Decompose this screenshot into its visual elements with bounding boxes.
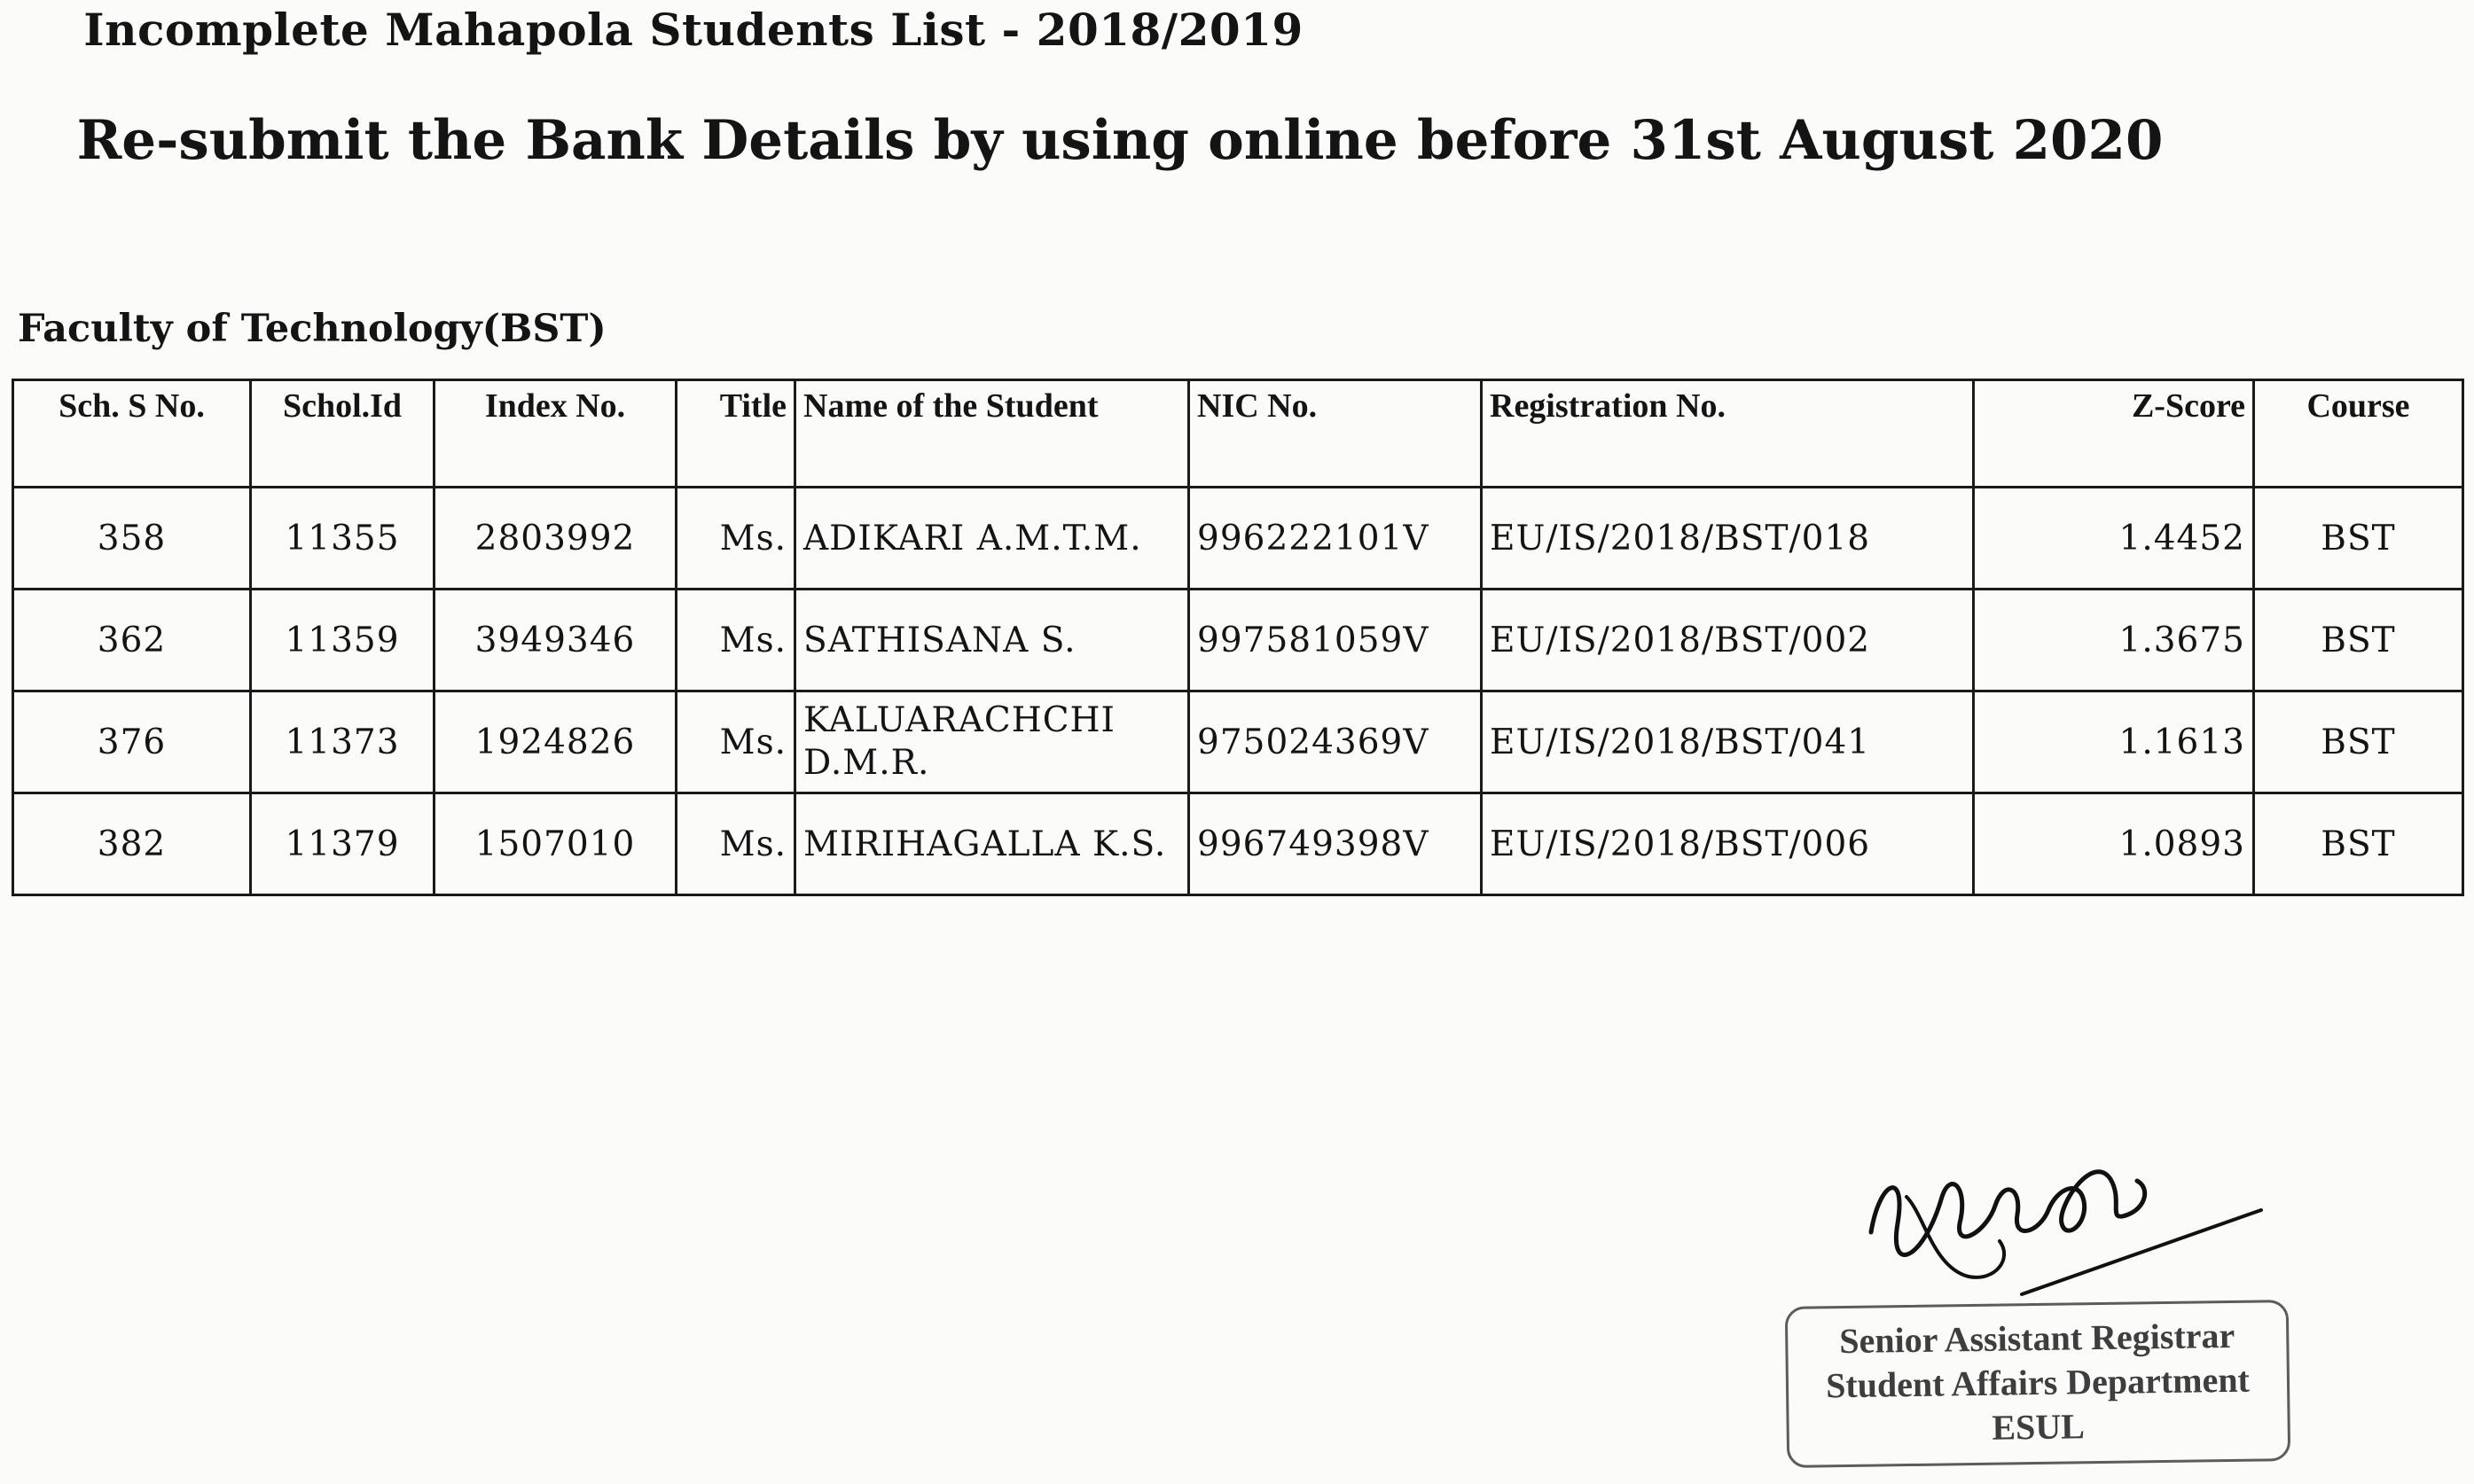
cell-name: MIRIHAGALLA K.S.: [795, 793, 1189, 895]
col-header-title: Title: [677, 380, 795, 488]
cell-registration: EU/IS/2018/BST/002: [1482, 590, 1974, 691]
cell-schol-id: 11379: [251, 793, 435, 895]
signature: [1844, 1126, 2270, 1303]
col-header-schol-id: Schol.Id: [251, 380, 435, 488]
col-header-name: Name of the Student: [795, 380, 1189, 488]
col-header-registration: Registration No.: [1482, 380, 1974, 488]
cell-z-score: 1.0893: [1974, 793, 2254, 895]
cell-title: Ms.: [677, 793, 795, 895]
page-title: Incomplete Mahapola Students List - 2018/2019: [83, 4, 1304, 56]
cell-nic: 996222101V: [1189, 488, 1482, 590]
cell-registration: EU/IS/2018/BST/006: [1482, 793, 1974, 895]
cell-schol-id: 11359: [251, 590, 435, 691]
cell-name: SATHISANA S.: [795, 590, 1189, 691]
cell-name: KALUARACHCHI D.M.R.: [795, 691, 1189, 793]
cell-schol-id: 11355: [251, 488, 435, 590]
cell-index-no: 1924826: [435, 691, 677, 793]
stamp-line-2: Student Affairs Department: [1825, 1359, 2251, 1406]
col-header-z-score: Z-Score: [1974, 380, 2254, 488]
faculty-heading: Faculty of Technology(BST): [18, 307, 607, 351]
page-subtitle: Re-submit the Bank Details by using online before 31st August 2020: [76, 109, 2164, 172]
cell-course: BST: [2254, 590, 2463, 691]
official-stamp: [1785, 1300, 2290, 1468]
col-header-sch-s-no: Sch. S No.: [13, 380, 251, 488]
stamp-line-1: Senior Assistant Registrar: [1839, 1315, 2235, 1362]
cell-course: BST: [2254, 691, 2463, 793]
cell-sch-s-no: 362: [13, 590, 251, 691]
col-header-nic: NIC No.: [1189, 380, 1482, 488]
cell-index-no: 3949346: [435, 590, 677, 691]
cell-nic: 997581059V: [1189, 590, 1482, 691]
cell-nic: 975024369V: [1189, 691, 1482, 793]
table-header-row: [13, 380, 2463, 488]
stamp-line-3: ESUL: [1992, 1406, 2086, 1448]
col-header-course: Course: [2254, 380, 2463, 488]
cell-sch-s-no: 382: [13, 793, 251, 895]
cell-sch-s-no: 376: [13, 691, 251, 793]
cell-title: Ms.: [677, 590, 795, 691]
cell-title: Ms.: [677, 691, 795, 793]
cell-registration: EU/IS/2018/BST/018: [1482, 488, 1974, 590]
cell-registration: EU/IS/2018/BST/041: [1482, 691, 1974, 793]
cell-index-no: 1507010: [435, 793, 677, 895]
cell-title: Ms.: [677, 488, 795, 590]
table-row: [13, 488, 2463, 590]
cell-schol-id: 11373: [251, 691, 435, 793]
cell-name: ADIKARI A.M.T.M.: [795, 488, 1189, 590]
table-row: [13, 590, 2463, 691]
cell-course: BST: [2254, 793, 2463, 895]
cell-nic: 996749398V: [1189, 793, 1482, 895]
cell-z-score: 1.3675: [1974, 590, 2254, 691]
cell-z-score: 1.4452: [1974, 488, 2254, 590]
cell-sch-s-no: 358: [13, 488, 251, 590]
students-table: [12, 379, 2464, 896]
cell-z-score: 1.1613: [1974, 691, 2254, 793]
cell-index-no: 2803992: [435, 488, 677, 590]
table-row: [13, 793, 2463, 895]
table-row: [13, 691, 2463, 793]
col-header-index-no: Index No.: [435, 380, 677, 488]
cell-course: BST: [2254, 488, 2463, 590]
